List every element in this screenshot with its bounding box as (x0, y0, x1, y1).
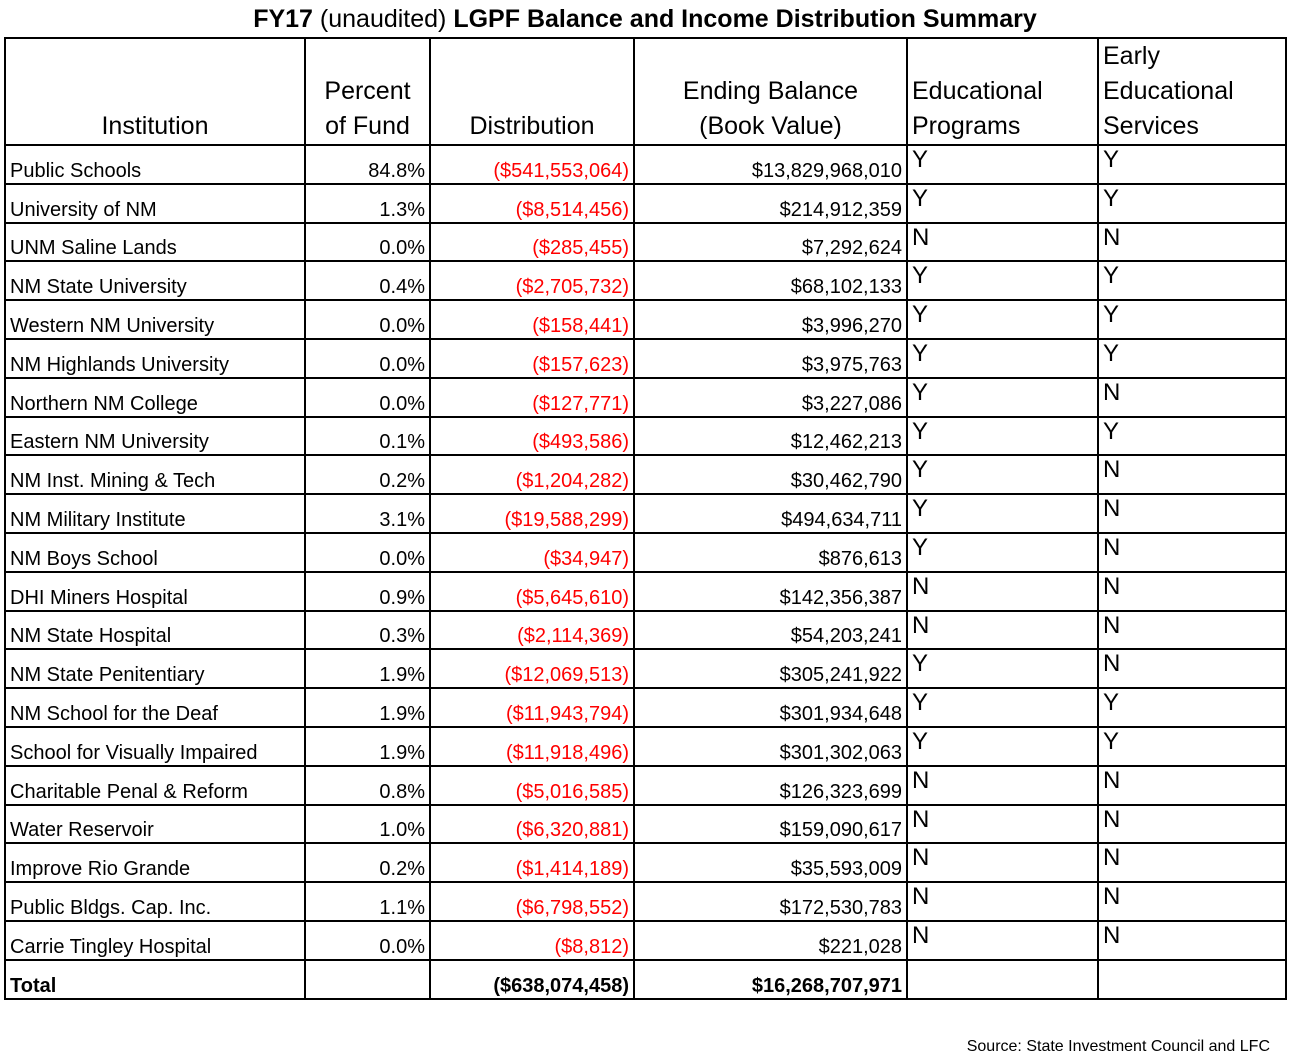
cell-balance: $159,090,617 (634, 805, 907, 844)
table-row (5, 843, 1286, 882)
header-percent-line1: Percent (324, 77, 411, 105)
table-row (5, 533, 1286, 572)
cell-percent: 1.3% (305, 184, 430, 223)
table-row (5, 921, 1286, 960)
cell-balance: $305,241,922 (634, 649, 907, 688)
header-balance-line2: (Book Value) (699, 112, 842, 140)
table-row (5, 572, 1286, 611)
total-percent (305, 960, 430, 999)
cell-percent: 3.1% (305, 494, 430, 533)
cell-educational-programs: Y (907, 339, 1098, 378)
cell-percent: 0.8% (305, 766, 430, 805)
title-prefix: FY17 (253, 5, 313, 33)
total-distribution: ($638,074,458) (430, 960, 634, 999)
cell-balance: $3,227,086 (634, 378, 907, 417)
cell-institution: UNM Saline Lands (5, 223, 305, 262)
total-label: Total (5, 960, 305, 999)
cell-distribution: ($1,204,282) (430, 455, 634, 494)
cell-balance: $221,028 (634, 921, 907, 960)
cell-educational-programs: N (907, 572, 1098, 611)
cell-institution: Water Reservoir (5, 805, 305, 844)
cell-balance: $54,203,241 (634, 611, 907, 650)
cell-institution: NM State University (5, 261, 305, 300)
header-balance-line1: Ending Balance (682, 77, 859, 105)
total-educational-programs (907, 960, 1098, 999)
cell-balance: $126,323,699 (634, 766, 907, 805)
cell-balance: $35,593,009 (634, 843, 907, 882)
cell-early-educational-services: N (1098, 378, 1286, 417)
header-edu-line2: Programs (912, 112, 1021, 140)
cell-balance: $3,996,270 (634, 300, 907, 339)
title-suffix: LGPF Balance and Income Distribution Summary (453, 5, 1037, 33)
cell-educational-programs: Y (907, 494, 1098, 533)
cell-institution: University of NM (5, 184, 305, 223)
cell-balance: $30,462,790 (634, 455, 907, 494)
cell-early-educational-services: N (1098, 572, 1286, 611)
cell-distribution: ($493,586) (430, 417, 634, 456)
cell-educational-programs: N (907, 223, 1098, 262)
cell-percent: 1.0% (305, 805, 430, 844)
cell-percent: 1.9% (305, 649, 430, 688)
header-distribution (430, 38, 634, 145)
cell-early-educational-services: Y (1098, 727, 1286, 766)
cell-early-educational-services: Y (1098, 184, 1286, 223)
cell-balance: $13,829,968,010 (634, 145, 907, 184)
cell-balance: $12,462,213 (634, 417, 907, 456)
cell-distribution: ($541,553,064) (430, 145, 634, 184)
cell-distribution: ($11,918,496) (430, 727, 634, 766)
cell-early-educational-services: N (1098, 766, 1286, 805)
cell-educational-programs: Y (907, 649, 1098, 688)
cell-distribution: ($5,645,610) (430, 572, 634, 611)
cell-institution: Public Bldgs. Cap. Inc. (5, 882, 305, 921)
cell-institution: Improve Rio Grande (5, 843, 305, 882)
cell-balance: $172,530,783 (634, 882, 907, 921)
table-row (5, 455, 1286, 494)
cell-balance: $301,934,648 (634, 688, 907, 727)
cell-distribution: ($1,414,189) (430, 843, 634, 882)
title-middle: (unaudited) (319, 5, 447, 33)
cell-early-educational-services: N (1098, 921, 1286, 960)
header-edu-line1: Educational (912, 77, 1043, 105)
cell-percent: 0.0% (305, 378, 430, 417)
cell-distribution: ($8,812) (430, 921, 634, 960)
table-row (5, 649, 1286, 688)
cell-institution: Carrie Tingley Hospital (5, 921, 305, 960)
cell-institution: NM State Hospital (5, 611, 305, 650)
cell-distribution: ($127,771) (430, 378, 634, 417)
cell-educational-programs: Y (907, 300, 1098, 339)
header-institution-label: Institution (101, 112, 209, 140)
cell-balance: $301,302,063 (634, 727, 907, 766)
cell-educational-programs: N (907, 882, 1098, 921)
cell-distribution: ($5,016,585) (430, 766, 634, 805)
cell-balance: $142,356,387 (634, 572, 907, 611)
cell-percent: 0.4% (305, 261, 430, 300)
page-title (0, 4, 1290, 34)
cell-educational-programs: Y (907, 417, 1098, 456)
cell-percent: 0.2% (305, 455, 430, 494)
cell-early-educational-services: Y (1098, 417, 1286, 456)
cell-percent: 0.9% (305, 572, 430, 611)
cell-educational-programs: N (907, 766, 1098, 805)
cell-percent: 0.0% (305, 921, 430, 960)
cell-early-educational-services: N (1098, 533, 1286, 572)
table-row (5, 805, 1286, 844)
cell-distribution: ($6,798,552) (430, 882, 634, 921)
cell-early-educational-services: Y (1098, 300, 1286, 339)
header-early-educational-services (1098, 38, 1286, 145)
table-row (5, 261, 1286, 300)
cell-educational-programs: Y (907, 455, 1098, 494)
cell-balance: $494,634,711 (634, 494, 907, 533)
header-row (5, 38, 1286, 145)
header-educational-programs (907, 38, 1098, 145)
cell-early-educational-services: N (1098, 843, 1286, 882)
table-row (5, 417, 1286, 456)
cell-distribution: ($11,943,794) (430, 688, 634, 727)
table-row (5, 611, 1286, 650)
cell-distribution: ($158,441) (430, 300, 634, 339)
cell-educational-programs: Y (907, 727, 1098, 766)
cell-early-educational-services: N (1098, 882, 1286, 921)
cell-early-educational-services: N (1098, 649, 1286, 688)
total-balance: $16,268,707,971 (634, 960, 907, 999)
header-balance (634, 38, 907, 145)
cell-educational-programs: N (907, 611, 1098, 650)
cell-balance: $214,912,359 (634, 184, 907, 223)
cell-institution: NM Inst. Mining & Tech (5, 455, 305, 494)
cell-distribution: ($8,514,456) (430, 184, 634, 223)
cell-early-educational-services: Y (1098, 145, 1286, 184)
table-row (5, 882, 1286, 921)
cell-percent: 1.1% (305, 882, 430, 921)
cell-percent: 0.0% (305, 533, 430, 572)
total-row (5, 960, 1286, 999)
cell-early-educational-services: N (1098, 494, 1286, 533)
cell-institution: NM Boys School (5, 533, 305, 572)
cell-institution: NM Highlands University (5, 339, 305, 378)
cell-balance: $3,975,763 (634, 339, 907, 378)
table-row (5, 184, 1286, 223)
cell-educational-programs: N (907, 921, 1098, 960)
cell-institution: DHI Miners Hospital (5, 572, 305, 611)
cell-educational-programs: Y (907, 533, 1098, 572)
header-institution (5, 38, 305, 145)
cell-percent: 1.9% (305, 688, 430, 727)
cell-distribution: ($12,069,513) (430, 649, 634, 688)
table-row (5, 494, 1286, 533)
cell-early-educational-services: N (1098, 611, 1286, 650)
cell-educational-programs: Y (907, 145, 1098, 184)
cell-percent: 0.1% (305, 417, 430, 456)
cell-distribution: ($34,947) (430, 533, 634, 572)
header-distribution-label: Distribution (469, 112, 595, 140)
cell-distribution: ($157,623) (430, 339, 634, 378)
cell-percent: 84.8% (305, 145, 430, 184)
cell-early-educational-services: N (1098, 223, 1286, 262)
cell-institution: Western NM University (5, 300, 305, 339)
table-row (5, 339, 1286, 378)
source-note: Source: State Investment Council and LFC (966, 1038, 1270, 1055)
cell-institution: NM State Penitentiary (5, 649, 305, 688)
cell-percent: 0.0% (305, 300, 430, 339)
cell-early-educational-services: N (1098, 805, 1286, 844)
cell-institution: Eastern NM University (5, 417, 305, 456)
cell-educational-programs: N (907, 805, 1098, 844)
table-row (5, 688, 1286, 727)
cell-educational-programs: Y (907, 261, 1098, 300)
cell-balance: $7,292,624 (634, 223, 907, 262)
cell-institution: NM Military Institute (5, 494, 305, 533)
header-early-line3: Services (1103, 112, 1199, 140)
header-early-line1: Early (1103, 42, 1160, 70)
cell-distribution: ($285,455) (430, 223, 634, 262)
cell-balance: $876,613 (634, 533, 907, 572)
table-row (5, 766, 1286, 805)
table-row (5, 145, 1286, 184)
total-early-educational-services (1098, 960, 1286, 999)
table-row (5, 378, 1286, 417)
cell-distribution: ($2,705,732) (430, 261, 634, 300)
header-percent (305, 38, 430, 145)
cell-percent: 1.9% (305, 727, 430, 766)
cell-institution: Northern NM College (5, 378, 305, 417)
summary-table (4, 37, 1287, 1000)
cell-institution: School for Visually Impaired (5, 727, 305, 766)
cell-educational-programs: Y (907, 184, 1098, 223)
cell-early-educational-services: Y (1098, 339, 1286, 378)
cell-percent: 0.3% (305, 611, 430, 650)
header-percent-line2: of Fund (325, 112, 410, 140)
header-early-line2: Educational (1103, 77, 1234, 105)
cell-institution: Public Schools (5, 145, 305, 184)
cell-distribution: ($2,114,369) (430, 611, 634, 650)
cell-percent: 0.0% (305, 223, 430, 262)
cell-distribution: ($19,588,299) (430, 494, 634, 533)
cell-percent: 0.2% (305, 843, 430, 882)
cell-early-educational-services: Y (1098, 688, 1286, 727)
cell-institution: Charitable Penal & Reform (5, 766, 305, 805)
cell-educational-programs: N (907, 843, 1098, 882)
cell-educational-programs: Y (907, 378, 1098, 417)
cell-educational-programs: Y (907, 688, 1098, 727)
table-row (5, 727, 1286, 766)
cell-balance: $68,102,133 (634, 261, 907, 300)
cell-early-educational-services: N (1098, 455, 1286, 494)
cell-distribution: ($6,320,881) (430, 805, 634, 844)
table-row (5, 300, 1286, 339)
cell-early-educational-services: Y (1098, 261, 1286, 300)
table-row (5, 223, 1286, 262)
cell-institution: NM School for the Deaf (5, 688, 305, 727)
cell-percent: 0.0% (305, 339, 430, 378)
